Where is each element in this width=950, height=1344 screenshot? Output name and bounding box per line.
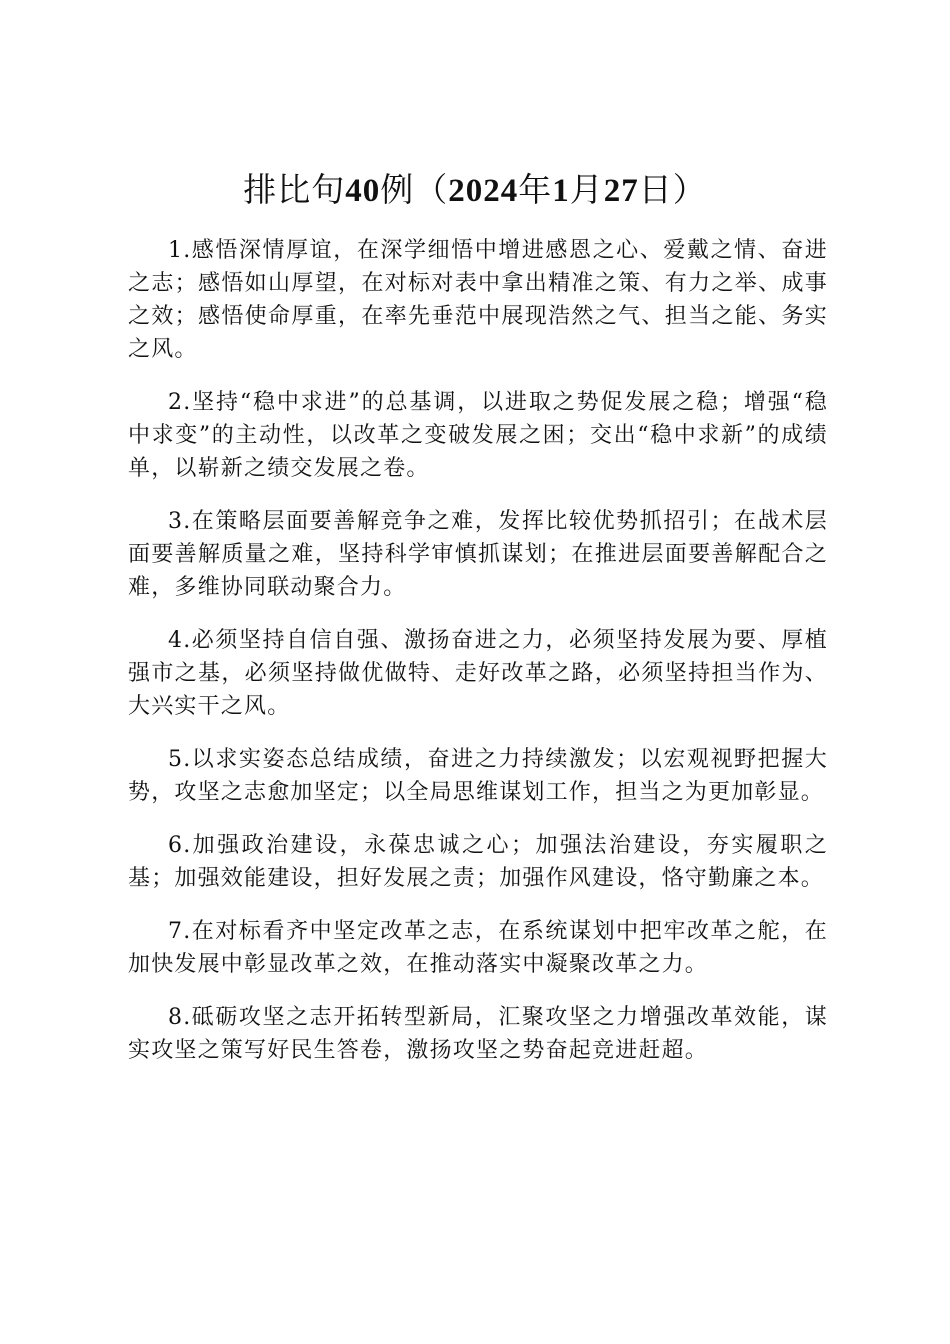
title-year-unit: 年 bbox=[518, 170, 553, 209]
title-prefix: 排比句 bbox=[243, 170, 346, 209]
title-mid: 例（ bbox=[380, 170, 449, 209]
example-paragraph-5: 5.以求实姿态总结成绩，奋进之力持续激发；以宏观视野把握大势，攻坚之志愈加坚定；以全局思维谋划工作，担当之为更加彰显。 bbox=[128, 747, 828, 805]
title-month: 1 bbox=[552, 173, 570, 209]
document-body bbox=[128, 234, 828, 1087]
example-paragraph-6: 6.加强政治建设，永葆忠诚之心；加强法治建设，夯实履职之基；加强效能建设，担好发展之责；加强作风建设，恪守勤廉之本。 bbox=[128, 833, 828, 891]
example-paragraph-3: 3.在策略层面要善解竞争之难，发挥比较优势抓招引；在战术层面要善解质量之难，坚持科学审慎抓谋划；在推进层面要善解配合之难，多维协同联动聚合力。 bbox=[128, 509, 828, 600]
title-count: 40 bbox=[345, 173, 381, 209]
example-paragraph-7: 7.在对标看齐中坚定改革之志，在系统谋划中把牢改革之舵，在加快发展中彰显改革之效，在推动落实中凝聚改革之力。 bbox=[128, 919, 828, 977]
title-year: 2024 bbox=[448, 173, 519, 209]
title-suffix: 日） bbox=[638, 170, 707, 209]
title-month-unit: 月 bbox=[569, 170, 604, 209]
example-paragraph-2: 2.坚持“稳中求进”的总基调，以进取之势促发展之稳；增强“稳中求变”的主动性，以改革之变破发展之困；交出“稳中求新”的成绩单，以崭新之绩交发展之卷。 bbox=[128, 390, 828, 481]
example-paragraph-4: 4.必须坚持自信自强、激扬奋进之力，必须坚持发展为要、厚植强市之基，必须坚持做优做特、走好改革之路，必须坚持担当作为、大兴实干之风。 bbox=[128, 628, 828, 719]
example-paragraph-8: 8.砥砺攻坚之志开拓转型新局，汇聚攻坚之力增强改革效能，谋实攻坚之策写好民生答卷，激扬攻坚之势奋起竞进赶超。 bbox=[128, 1005, 828, 1063]
title-day: 27 bbox=[603, 173, 639, 209]
document-title bbox=[0, 168, 950, 213]
example-paragraph-1: 1.感悟深情厚谊，在深学细悟中增进感恩之心、爱戴之情、奋进之志；感悟如山厚望，在对标对表中拿出精准之策、有力之举、成事之效；感悟使命厚重，在率先垂范中展现浩然之气、担当之能、务实之风。 bbox=[128, 238, 828, 362]
